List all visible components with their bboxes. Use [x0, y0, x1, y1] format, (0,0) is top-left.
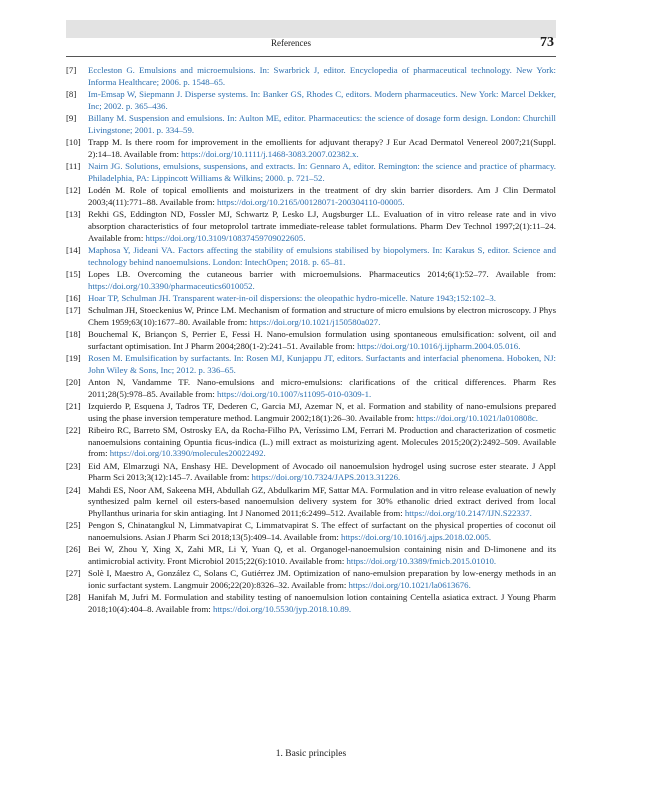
reference-item: [66, 485, 556, 521]
reference-text: Pengon S, Chinatangkul N, Limmatvapirat C, Limmatvapirat S. The effect of surfactant on the physical properties of coconut oil nanoemulsions. Asian J Pharm Sci 2018;13(5):409–14. Available from:: [88, 520, 556, 543]
reference-item[interactable]: [66, 161, 556, 185]
reference-text[interactable]: Nairn JG. Solutions, emulsions, suspensions, and extracts. In: Gennaro A, editor. Remington: the science and practice of pharmacy. Philadelphia, PA: Lippincott Williams & Wilkins; 2000. p. 721–52.: [88, 160, 556, 183]
doi-link[interactable]: https://doi.org/10.7324/JAPS.2013.31226.: [251, 472, 401, 483]
doi-link[interactable]: https://doi.org/10.2147/IJN.S22337.: [404, 508, 532, 519]
reference-item: [66, 544, 556, 568]
reference-text: Izquierdo P, Esquena J, Tadros TF, Dederen C, Garcia MJ, Azemar N, et al. Formation and stability of nano-emulsions prepared using the phase inversion temperature method. Langmuir 2002;18(1):26–30. Available from:: [88, 400, 556, 423]
reference-text[interactable]: Eccleston G. Emulsions and microemulsions. In: Swarbrick J, editor. Encyclopedia of pharmaceutical technology. New York: Informa Healthcare; 2006. p. 1548–65.: [88, 65, 556, 87]
page-number: 73: [540, 35, 554, 50]
reference-item[interactable]: [66, 353, 556, 377]
doi-link[interactable]: https://doi.org/10.5530/jyp.2018.10.89.: [212, 604, 352, 615]
reference-text[interactable]: Im-Emsap W, Siepmann J. Disperse systems. In: Banker GS, Rhodes C, editors. Modern pharmaceutics. New York: Marcel Dekker, Inc; 2002. p. 365–436.: [88, 88, 556, 111]
reference-item: [66, 209, 556, 245]
reference-item[interactable]: [66, 89, 556, 113]
reference-item[interactable]: [66, 65, 556, 89]
header-rule: [66, 56, 556, 57]
reference-text[interactable]: Billany M. Suspension and emulsions. In: Aulton ME, editor. Pharmaceutics: the science of dosage form design. London: Churchill Livingstone; 2001. p. 334–59.: [88, 112, 556, 135]
reference-item: [66, 137, 556, 161]
reference-text: Anton N, Vandamme TF. Nano-emulsions and micro-emulsions: clarifications of the critical differences. Pharm Res 2011;28(5):978–85. Available from:: [88, 376, 556, 399]
footer-section-title: 1. Basic principles: [275, 749, 347, 759]
reference-number: [11]: [66, 160, 81, 171]
reference-text: Hanifah M, Jufri M. Formulation and stability testing of nanoemulsion lotion containing Centella asiatica extract. J Young Pharm 2018;10(4):404–8. Available from:: [88, 592, 556, 615]
reference-number: [10]: [66, 136, 81, 147]
reference-number: [26]: [66, 544, 81, 555]
reference-number: [8]: [66, 88, 77, 99]
doi-link[interactable]: https://doi.org/10.1007/s11095-010-0309-1.: [217, 388, 372, 399]
reference-text[interactable]: Hoar TP, Schulman JH. Transparent water-in-oil dispersions: the oleopathic hydro-micelle. Nature 1943;152:102–3.: [88, 292, 496, 303]
reference-number: [16]: [66, 292, 81, 303]
doi-link[interactable]: https://doi.org/10.3389/fmicb.2015.01010.: [346, 556, 497, 567]
reference-item: [66, 401, 556, 425]
reference-text[interactable]: Maphosa Y, Jideani VA. Factors affecting the stability of emulsions stabilised by biopolymers. In: Karakus S, editor. Science and technology behind nanoemulsions. London: IntechOpen; 2018. p. 65–81.: [88, 244, 556, 267]
running-title: References: [271, 38, 311, 48]
reference-number: [7]: [66, 65, 77, 75]
doi-link[interactable]: https://doi.org/10.3390/pharmaceutics6010052.: [88, 280, 255, 291]
doi-link[interactable]: https://doi.org/10.3109/10837459709022605.: [145, 232, 306, 243]
reference-item[interactable]: [66, 245, 556, 269]
reference-number: [14]: [66, 244, 81, 255]
header-band: [66, 20, 556, 38]
reference-number: [17]: [66, 304, 81, 315]
reference-text: Solè I, Maestro A, González C, Solans C, Gutiérrez JM. Optimization of nano-emulsion preparation by low-energy methods in an ionic surfactant system. Langmuir 2006;22(20):8326–32. Available from:: [88, 568, 556, 591]
reference-item: [66, 461, 556, 485]
reference-number: [24]: [66, 484, 81, 495]
doi-link[interactable]: https://doi.org/10.1021/la0613676.: [348, 580, 471, 591]
reference-text: Ribeiro RC, Barreto SM, Ostrosky EA, da Rocha-Filho PA, Veríssimo LM, Ferrari M. Production and characterization of cosmetic nanoemulsions containing Opuntia ficus-indica (L.) mill extract as moisturizing agent. Molecules 2015;20(2):2492–509. Available from:: [88, 424, 556, 459]
reference-text: Bouchemal K, Briançon S, Perrier E, Fessi H. Nano-emulsion formulation using spontaneous emulsification: solvent, oil and surfactant optimisation. Int J Pharm 2004;280(1-2):241–51. Available from:: [88, 328, 556, 351]
reference-text: Eid AM, Elmarzugi NA, Enshasy HE. Development of Avocado oil nanoemulsion hydrogel using sucrose ester stearate. J Appl Pharm Sci 2013;3(12):145–7. Available from:: [88, 460, 556, 483]
reference-number: [15]: [66, 268, 81, 279]
reference-number: [19]: [66, 352, 81, 363]
reference-item: [66, 592, 556, 616]
reference-item: [66, 520, 556, 544]
reference-number: [18]: [66, 328, 81, 339]
reference-text: Lodén M. Role of topical emollients and moisturizers in the treatment of dry skin barrier disorders. Am J Clin Dermatol 2003;4(11):771–88. Available from:: [88, 184, 556, 207]
reference-text: Trapp M. Is there room for improvement in the emollients for adjuvant therapy? J Eur Acad Dermatol Venereol 2007;21(Suppl. 2):14–18. Available from:: [88, 136, 556, 159]
reference-item: [66, 568, 556, 592]
doi-link[interactable]: https://doi.org/10.1111/j.1468-3083.2007.02382.x.: [181, 148, 359, 159]
reference-list: [66, 65, 556, 616]
reference-text: Rekhi GS, Eddington ND, Fossler MJ, Schwartz P, Lesko LJ, Augsburger LL. Evaluation of in vitro release rate and in vivo absorption characteristics of four metoprolol tartrate immediate-release tablet formulations. Pharm Dev Technol 1997;2(1):11–24. Available from:: [88, 208, 556, 243]
reference-text: Bei W, Zhou Y, Xing X, Zahi MR, Li Y, Yuan Q, et al. Organogel-nanoemulsion containing nisin and D-limonene and its antimicrobial activity. Front Microbiol 2015;22(6):1010. Available from:: [88, 544, 556, 567]
reference-item: [66, 377, 556, 401]
reference-number: [20]: [66, 376, 81, 387]
reference-item: [66, 425, 556, 461]
doi-link[interactable]: https://doi.org/10.2165/00128071-200304110-00005.: [217, 196, 405, 207]
doi-link[interactable]: https://doi.org/10.3390/molecules20022492.: [109, 448, 266, 459]
reference-item[interactable]: [66, 113, 556, 137]
reference-number: [12]: [66, 184, 81, 195]
reference-number: [22]: [66, 424, 81, 435]
reference-number: [28]: [66, 592, 81, 603]
reference-item: [66, 305, 556, 329]
doi-link[interactable]: https://doi.org/10.1016/j.ijpharm.2004.05.016.: [357, 340, 521, 351]
doi-link[interactable]: https://doi.org/10.1021/la010808c.: [416, 412, 538, 423]
doi-link[interactable]: https://doi.org/10.1021/j150580a027.: [249, 316, 381, 327]
reference-number: [13]: [66, 208, 81, 219]
reference-number: [23]: [66, 460, 81, 471]
reference-item: [66, 269, 556, 293]
reference-item: [66, 185, 556, 209]
reference-item[interactable]: [66, 293, 556, 305]
reference-number: [25]: [66, 520, 81, 531]
reference-text[interactable]: Rosen M. Emulsification by surfactants. In: Rosen MJ, Kunjappu JT, editors. Surfactants and interfacial phenomena. Hoboken, NJ: John Wiley & Sons, Inc; 2012. p. 336–65.: [88, 352, 556, 375]
reference-text: Lopes LB. Overcoming the cutaneous barrier with microemulsions. Pharmaceutics 2014;6(1):52–77. Available from:: [88, 268, 556, 279]
reference-text: Schulman JH, Stoeckenius W, Prince LM. Mechanism of formation and structure of micro emulsions by electron microscopy. J Phys Chem 1959;63(10):1677–80. Available from:: [88, 304, 556, 327]
reference-number: [9]: [66, 112, 77, 123]
doi-link[interactable]: https://doi.org/10.1016/j.ajps.2018.02.005.: [340, 532, 492, 543]
reference-number: [21]: [66, 400, 81, 411]
reference-text: Mahdi ES, Noor AM, Sakeena MH, Abdullah GZ, Abdulkarim MF, Sattar MA. Formulation and in vitro release evaluation of newly synthesized palm kernel oil esters-based nanoemulsion delivery system for 30% ethanolic dried extract derived from local Phyllanthus urinaria for skin antiaging. Int J Nanomed 2011;6:2499–512. Available from:: [88, 484, 556, 519]
reference-item: [66, 329, 556, 353]
reference-number: [27]: [66, 568, 81, 579]
